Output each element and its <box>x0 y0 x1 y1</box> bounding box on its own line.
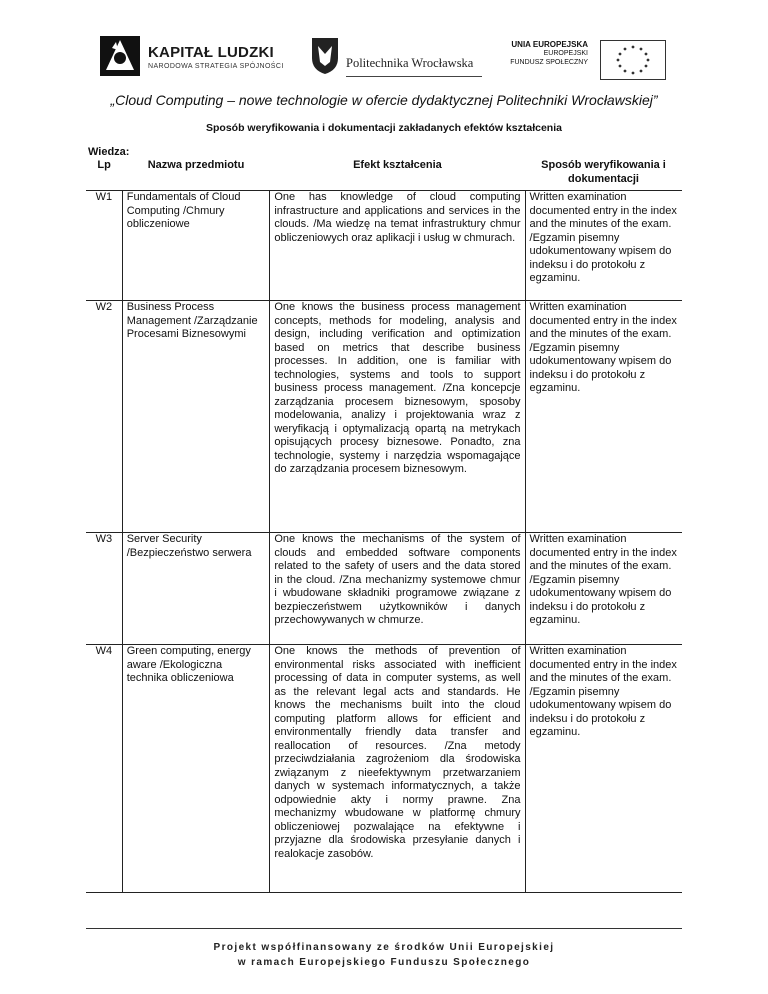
table-row <box>86 533 682 645</box>
footer-line2: w ramach Europejskiego Funduszu Społecznego <box>237 957 531 968</box>
row-method: Written examination documented entry in the index and the minutes of the exam. /Egzamin pisemny udokumentowany wpisem do indeksu i do protokołu z egzaminu. <box>525 533 682 645</box>
row-lp: W4 <box>86 645 122 893</box>
row-effect: One knows the mechanisms of the system of clouds and embedded software components related to the safety of users and the data stored in the cloud. /Zna mechanizmy systemowe chmur i wbudowane składniki programowe związane z bezpieczeństwem użytkowników i danych przechowywanych w chmurze. <box>270 533 525 645</box>
row-name: Server Security /Bezpieczeństwo serwera <box>122 533 270 645</box>
eu-logo <box>510 40 666 80</box>
footer-divider <box>86 928 682 929</box>
row-name: Fundamentals of Cloud Computing /Chmury obliczeniowe <box>122 191 270 301</box>
row-method: Written examination documented entry in the index and the minutes of the exam. /Egzamin pisemny udokumentowany wpisem do indeksu i do protokołu z egzaminu. <box>525 301 682 533</box>
row-effect: One knows the methods of prevention of environmental risks associated with inefficient processing of data in computer systems, as well as the relevant legal acts and standards. He knows the mechanisms built into the cloud computing platform allows for efficient and environmentally friendly data transfer and reallocation of resources. /Zna metody przeciwdziałania zagrożeniom dla środowiska związanym z nieefektywnym przetwarzaniem danych w systemach informatycznych, a także odpowiednie akty i normy prawne. Zna mechanizmy wbudowane w platformę chmury obliczeniowej pozwalające na efektywne i przyjazne dla środowiska przesyłanie danych i realokacje zasobów. <box>270 645 525 893</box>
row-name: Business Process Management /Zarządzanie Procesami Biznesowymi <box>122 301 270 533</box>
kapital-ludzki-emblem-icon <box>98 30 144 82</box>
university-crest-icon <box>310 36 340 76</box>
row-effect: One has knowledge of cloud computing infrastructure and applications and services in the clouds. /Ma wiedzę na temat infrastruktury chmur obliczeniowych oraz aplikacji i usług w chmurach. <box>270 191 525 301</box>
logo-left-title: KAPITAŁ LUDZKI <box>148 44 274 61</box>
eu-line3: FUNDUSZ SPOŁECZNY <box>510 59 588 66</box>
row-effect: One knows the business process management concepts, methods for modeling, analysis and design, including verification and optimization based on metrics that describe business processes. In addition, one is familiar with technologies, systems and tools to support business process management. /Zna koncepcje zarządzania procesem biznesowym, sposoby modelowania, analizy i projektowania wraz z weryfikacją i optymalizacją opartą na metrykach opisujących procesy biznesowe. Ponadto, zna technologie, systemy i narzędzia wspomagające do zarządzania procesem biznesowym. <box>270 301 525 533</box>
learning-outcomes-table <box>86 158 682 893</box>
footer-line1: Projekt współfinansowany ze środków Unii Europejskiej <box>213 942 555 953</box>
table-row <box>86 191 682 301</box>
row-lp: W2 <box>86 301 122 533</box>
header-method: Sposób weryfikowania i dokumentacji <box>541 159 666 185</box>
row-lp: W1 <box>86 191 122 301</box>
table-row <box>86 301 682 533</box>
logo-left-subtitle: NARODOWA STRATEGIA SPÓJNOŚCI <box>148 63 284 70</box>
row-lp: W3 <box>86 533 122 645</box>
logo-center-name: Politechnika Wrocławska <box>346 56 474 70</box>
header-name: Nazwa przedmiotu <box>147 159 245 171</box>
politechnika-logo <box>310 36 490 80</box>
row-name: Green computing, energy aware /Ekologiczna technika obliczeniowa <box>122 645 270 893</box>
header-lp: Lp <box>97 159 111 171</box>
logo-underline <box>346 76 482 77</box>
eu-flag-icon <box>600 40 666 80</box>
row-method: Written examination documented entry in the index and the minutes of the exam. /Egzamin pisemny udokumentowany wpisem do indeksu i do protokołu z egzaminu. <box>525 645 682 893</box>
document-title: „Cloud Computing – nowe technologie w ofercie dydaktycznej Politechniki Wrocławskiej” <box>110 92 658 108</box>
header-logos <box>80 30 688 90</box>
eu-line2: EUROPEJSKI <box>543 50 588 57</box>
row-method: Written examination documented entry in the index and the minutes of the exam. /Egzamin pisemny udokumentowany wpisem do indeksu i do protokołu z egzaminu. <box>525 191 682 301</box>
table-header-row <box>86 158 682 191</box>
table-row <box>86 645 682 893</box>
section-label: Wiedza: <box>88 146 130 158</box>
document-subtitle: Sposób weryfikowania i dokumentacji zakładanych efektów kształcenia <box>206 122 562 134</box>
kapital-ludzki-logo <box>98 30 298 82</box>
eu-line1: UNIA EUROPEJSKA <box>511 40 588 49</box>
header-effect: Efekt kształcenia <box>353 159 442 171</box>
